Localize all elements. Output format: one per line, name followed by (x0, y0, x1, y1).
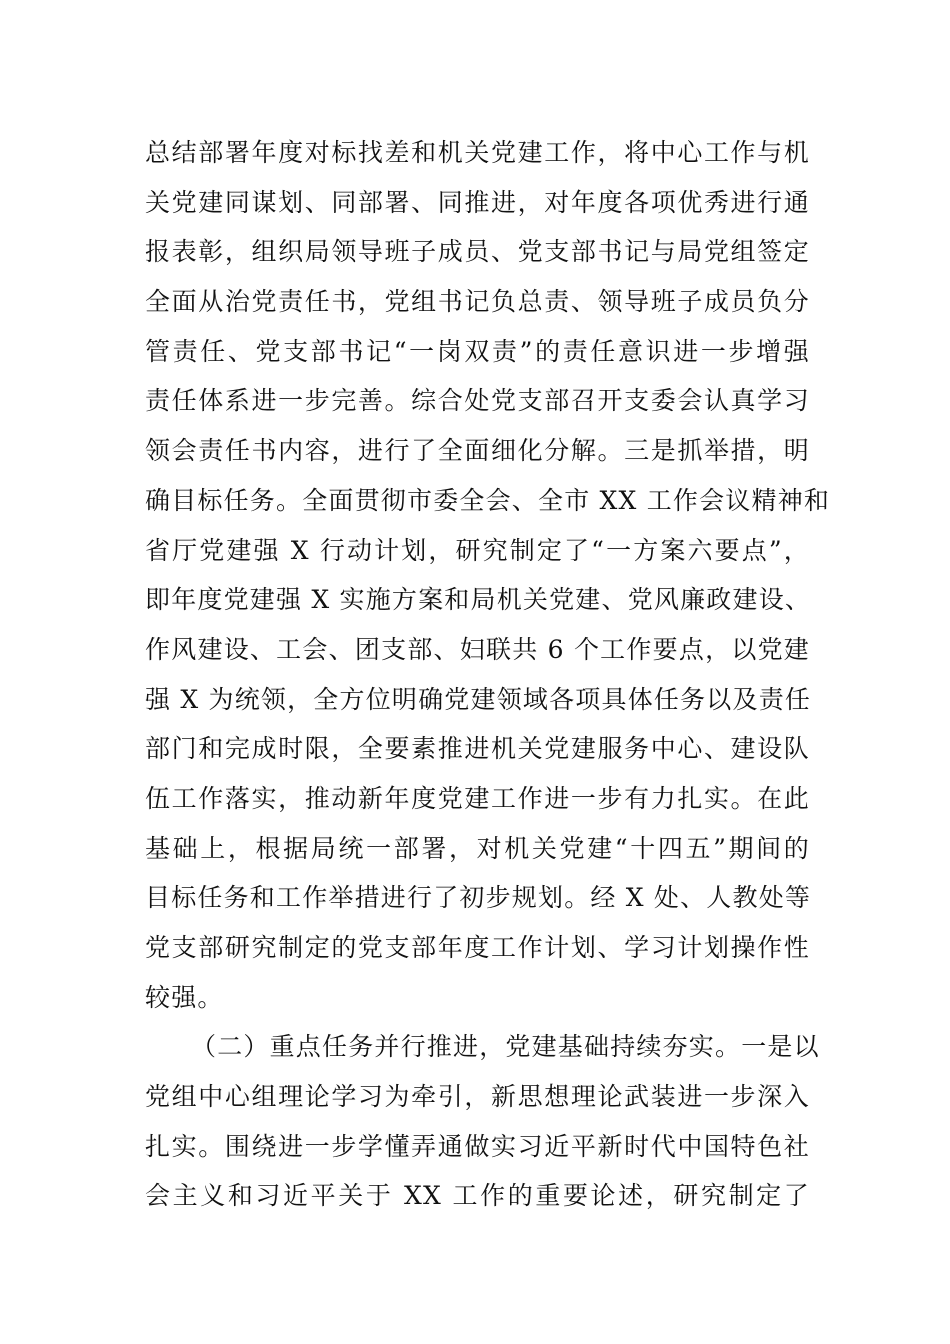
text-line: 领会责任书内容，进行了全面细化分解。三是抓举措，明 (145, 436, 810, 466)
text-line: 党支部研究制定的党支部年度工作计划、学习计划操作性 (145, 933, 810, 962)
text-line: 目标任务和工作举措进行了初步规划。经 X 处、人教处等 (145, 883, 812, 913)
text-line: 党组中心组理论学习为牵引，新思想理论武装进一步深入 (145, 1082, 810, 1112)
text-line: 全面从治党责任书，党组书记负总责、领导班子成员负分 (145, 287, 810, 317)
text-line: 责任体系进一步完善。综合处党支部召开支委会认真学习 (145, 386, 810, 416)
section-heading-line: （二）重点任务并行推进，党建基础持续夯实。一是以 (191, 1032, 820, 1062)
text-line: 强 X 为统领，全方位明确党建领域各项具体任务以及责任 (145, 684, 812, 714)
text-line: 部门和完成时限，全要素推进机关党建服务中心、建设队 (145, 734, 810, 764)
text-line: 报表彰，组织局领导班子成员、党支部书记与局党组签定 (145, 237, 810, 267)
text-line: 即年度党建强 X 实施方案和局机关党建、党风廉政建设、 (145, 585, 812, 615)
text-line: 扎实。围绕进一步学懂弄通做实习近平新时代中国特色社 (145, 1131, 810, 1161)
text-line: 会主义和习近平关于 XX 工作的重要论述，研究制定了 (145, 1181, 810, 1211)
text-line: 管责任、党支部书记“一岗双责”的责任意识进一步增强 (145, 336, 810, 366)
body-text (145, 128, 831, 1221)
text-line: 作风建设、工会、团支部、妇联共 6 个工作要点，以党建 (145, 634, 810, 664)
text-line: 省厅党建强 X 行动计划，研究制定了“一方案六要点”， (145, 535, 810, 565)
text-line: 总结部署年度对标找差和机关党建工作，将中心工作与机 (145, 138, 810, 167)
text-line: 关党建同谋划、同部署、同推进，对年度各项优秀进行通 (145, 187, 810, 217)
text-line: 确目标任务。全面贯彻市委全会、全市 XX 工作会议精神和 (145, 485, 831, 515)
text-line: 较强。 (145, 982, 224, 1012)
text-line: 基础上，根据局统一部署，对机关党建“十四五”期间的 (145, 833, 810, 863)
text-line: 伍工作落实，推动新年度党建工作进一步有力扎实。在此 (145, 783, 810, 813)
